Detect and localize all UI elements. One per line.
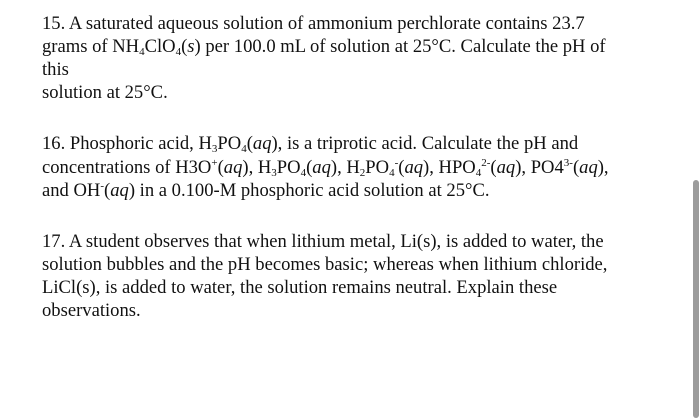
q16-line-2: concentrations of H3O+(aq), $H_3PO_4(aq)$, $H_2PO_4^-(aq)$, $HPO_4^{2-}(aq)$, $PO4^{3-}(aq)$, bbox=[42, 157, 609, 179]
q17-line-3: LiCl(s), is added to water, the solution remains neutral. Explain these bbox=[42, 277, 558, 298]
q16-line-1: 16. Phosphoric acid, $H_3PO_4(aq)$, is a triprotic acid. Calculate the pH and bbox=[42, 133, 579, 155]
q17-line-2: solution bubbles and the pH becomes basic; whereas when lithium chloride, bbox=[42, 254, 608, 275]
q15-line-2: grams of $NH_4ClO_4(s)$ per 100.0 mL of solution at 25°C. Calculate the pH of bbox=[42, 36, 606, 58]
q16-line-3: and OH-(aq) in a 0.100-M phosphoric acid solution at 25°C. bbox=[42, 180, 490, 201]
vertical-scrollbar[interactable] bbox=[693, 180, 699, 418]
q17-line-4: observations. bbox=[42, 300, 141, 321]
q15-line-1: 15. A saturated aqueous solution of ammonium perchlorate contains 23.7 bbox=[42, 13, 585, 34]
q15-line-3: this bbox=[42, 59, 69, 80]
q17-line-1: 17. A student observes that when lithium metal, Li(s), is added to water, the bbox=[42, 231, 604, 252]
q15-line-4: solution at 25°C. bbox=[42, 82, 168, 103]
